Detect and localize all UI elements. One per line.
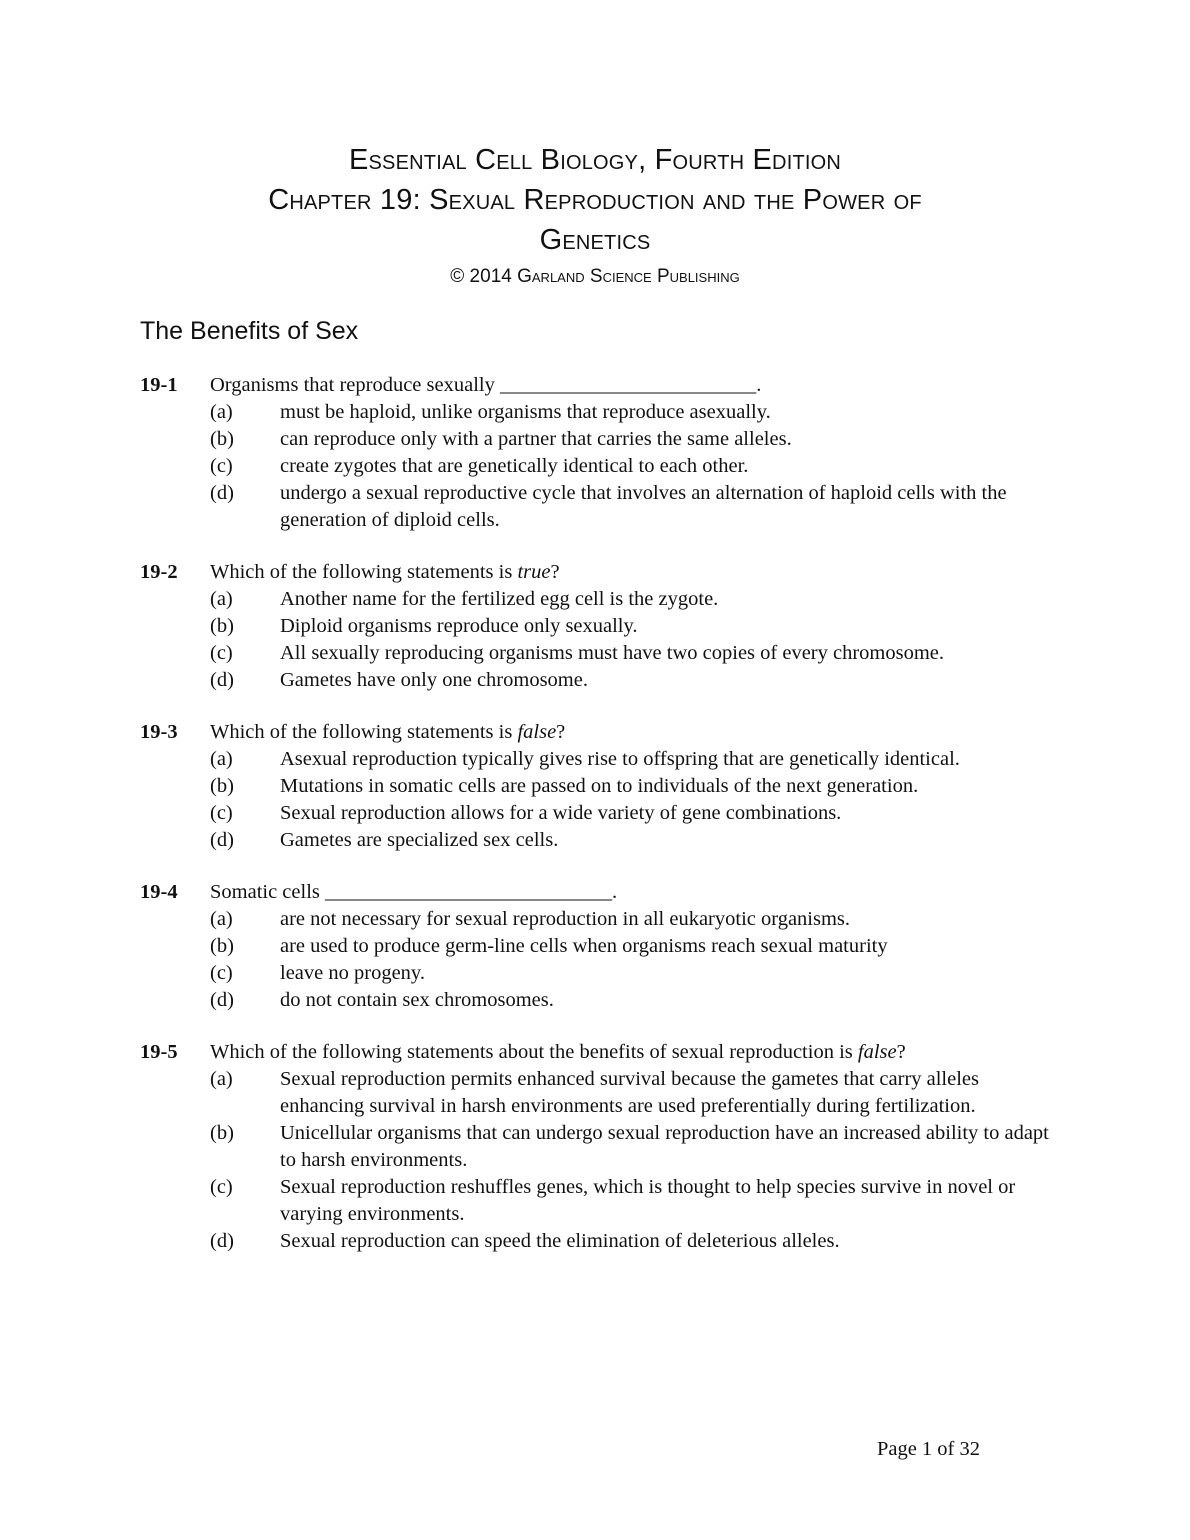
option-text: Sexual reproduction allows for a wide variety of gene combinations. [280,802,842,824]
option-text: leave no progeny. [280,962,425,984]
chapter-title-continued: Genetics [539,224,651,256]
question-list [140,372,1050,1280]
option-text: Diploid organisms reproduce only sexually. [280,615,638,637]
option-text: do not contain sex chromosomes. [280,989,554,1011]
question-number: 19-5 [140,1041,178,1063]
option-text: Asexual reproduction typically gives rise to offspring that are genetically identical. [280,748,960,770]
stem-end: ? [896,1041,906,1063]
option-a [140,1066,1050,1120]
option-b [140,773,1050,800]
option-label: (d) [210,829,234,851]
stem-text: Organisms that reproduce sexually _________________________. [210,374,762,396]
option-text: Gametes have only one chromosome. [280,669,588,691]
option-c [140,640,1050,667]
option-text: are not necessary for sexual reproduction in all eukaryotic organisms. [280,908,851,930]
stem-emphasis: false [857,1041,897,1063]
option-a [140,586,1050,613]
option-b [140,1120,1050,1174]
option-label: (b) [210,428,234,450]
option-text: All sexually reproducing organisms must have two copies of every chromosome. [280,642,945,664]
option-text: are used to produce germ-line cells when organisms reach sexual maturity [280,935,888,957]
question-19-1 [140,372,1050,534]
option-label: (b) [210,935,234,957]
chapter-title: Chapter 19: Sexual Reproduction and the Power of [268,184,922,216]
question-stem [140,372,1050,399]
option-label: (d) [210,1230,234,1252]
question-19-5 [140,1039,1050,1255]
question-stem [140,719,1050,746]
option-a [140,906,1050,933]
option-label: (d) [210,989,234,1011]
document-header [0,140,1190,290]
option-d [140,1228,1050,1255]
copyright-notice: © 2014 Garland Science Publishing [450,266,740,287]
option-label: (a) [210,1068,233,1090]
option-d [140,827,1050,854]
option-label: (a) [210,748,233,770]
option-label: (a) [210,401,233,423]
stem-end: ? [556,721,566,743]
stem-emphasis: false [517,721,557,743]
option-text: Gametes are specialized sex cells. [280,829,559,851]
question-number: 19-4 [140,881,178,903]
question-text [210,719,1050,746]
question-text [210,879,1050,906]
question-text [210,372,1050,399]
option-label: (a) [210,908,233,930]
option-b [140,426,1050,453]
option-b [140,613,1050,640]
option-d [140,480,1050,534]
stem-text: Which of the following statements is [210,721,518,743]
question-number: 19-3 [140,721,178,743]
option-text: can reproduce only with a partner that carries the same alleles. [280,428,792,450]
question-stem [140,559,1050,586]
option-text: Unicellular organisms that can undergo sexual reproduction have an increased ability to adapt to harsh environments. [280,1122,1049,1171]
option-c [140,1174,1050,1228]
question-stem [140,879,1050,906]
option-label: (d) [210,482,234,504]
page-number: Page 1 of 32 [876,1438,980,1460]
option-label: (a) [210,588,233,610]
option-label: (c) [210,1176,233,1198]
option-text: Mutations in somatic cells are passed on to individuals of the next generation. [280,775,919,797]
question-19-2 [140,559,1050,694]
option-text: Sexual reproduction permits enhanced survival because the gametes that carry alleles enhancing survival in harsh environments are used preferentially during fertilization. [280,1068,980,1117]
option-c [140,960,1050,987]
option-label: (c) [210,642,233,664]
option-text: Another name for the fertilized egg cell is the zygote. [280,588,719,610]
option-label: (d) [210,669,234,691]
question-number: 19-1 [140,374,178,396]
stem-text: Which of the following statements is [210,561,518,583]
stem-text: Somatic cells ____________________________. [210,881,618,903]
section-heading: The Benefits of Sex [140,317,359,345]
question-stem [140,1039,1050,1066]
option-label: (b) [210,1122,234,1144]
option-a [140,746,1050,773]
stem-end: ? [550,561,560,583]
option-b [140,933,1050,960]
option-text: Sexual reproduction reshuffles genes, which is thought to help species survive in novel or varying environments. [280,1176,1016,1225]
option-text: Sexual reproduction can speed the elimination of deleterious alleles. [280,1230,840,1252]
option-label: (c) [210,802,233,824]
question-text [210,559,1050,586]
stem-emphasis: true [517,561,551,583]
option-d [140,667,1050,694]
option-label: (b) [210,775,234,797]
option-c [140,453,1050,480]
option-text: must be haploid, unlike organisms that reproduce asexually. [280,401,771,423]
option-text: create zygotes that are genetically identical to each other. [280,455,749,477]
option-d [140,987,1050,1014]
option-label: (c) [210,962,233,984]
question-number: 19-2 [140,561,178,583]
stem-text: Which of the following statements about the benefits of sexual reproduction is [210,1041,858,1063]
option-c [140,800,1050,827]
question-text [210,1039,1050,1066]
question-19-3 [140,719,1050,854]
option-label: (b) [210,615,234,637]
option-text: undergo a sexual reproductive cycle that involves an alternation of haploid cells with the generation of diploid cells. [280,482,1007,531]
question-19-4 [140,879,1050,1014]
option-label: (c) [210,455,233,477]
option-a [140,399,1050,426]
book-title: Essential Cell Biology, Fourth Edition [348,144,842,176]
